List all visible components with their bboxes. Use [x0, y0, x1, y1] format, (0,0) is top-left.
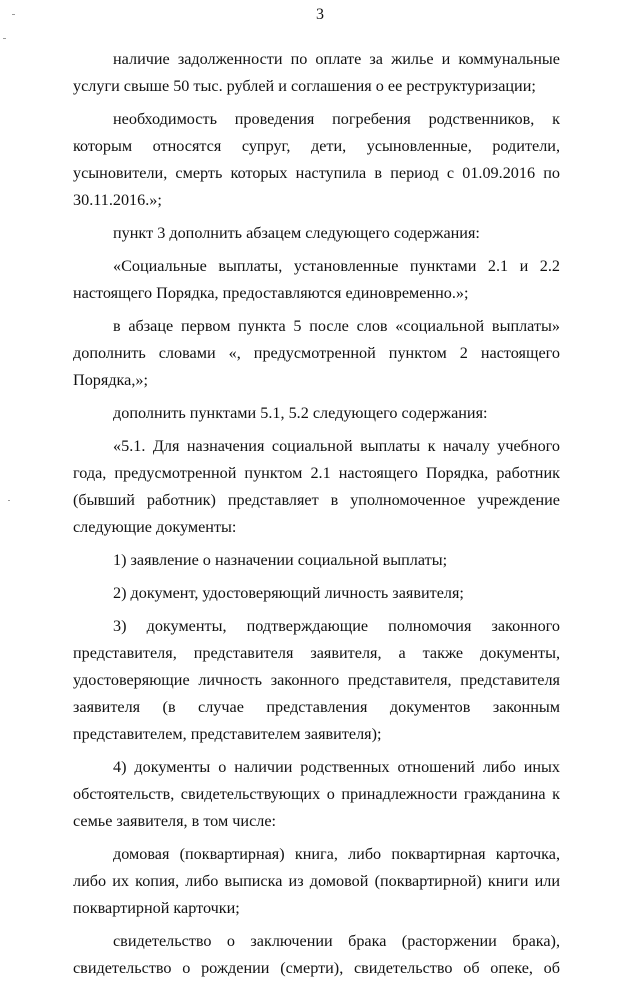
list-item: 3) документы, подтверждающие полномочия законного представителя, представителя заявителя, а также документы, удостоверяющие личность законного представителя, представителя заявителя (в случае представления документов законным представителем, представителем заявителя); — [73, 617, 560, 743]
paragraph: пункт 3 дополнить абзацем следующего содержания: — [113, 224, 480, 242]
list-item: 2) документ, удостоверяющий личность заявителя; — [113, 584, 464, 602]
list-item: 1) заявление о назначении социальной выплаты; — [113, 551, 448, 569]
paragraph: дополнить пунктами 5.1, 5.2 следующего содержания: — [113, 404, 488, 422]
paragraph: свидетельство о заключении брака (расторжении брака), свидетельство о рождении (смерти), свидетельство об опеке, об — [73, 932, 560, 977]
document-body — [73, 46, 560, 982]
paragraph: «Социальные выплаты, установленные пунктами 2.1 и 2.2 настоящего Порядка, предоставляются единовременно.»; — [73, 257, 560, 302]
paragraph: необходимость проведения погребения родственников, к которым относятся супруг, дети, усыновленные, родители, усыновители, смерть которых наступила в период с 01.09.2016 по 30.11.2016.»; — [73, 110, 560, 209]
paragraph: домовая (поквартирная) книга, либо поквартирная карточка, либо их копия, либо выписка из домовой (поквартирной) книги или поквартирной карточки; — [73, 845, 560, 917]
scan-speck — [8, 500, 10, 501]
paragraph: в абзаце первом пункта 5 после слов «социальной выплаты» дополнить словами «, предусмотренной пунктом 2 настоящего Порядка,»; — [73, 317, 560, 389]
paragraph: «5.1. Для назначения социальной выплаты к началу учебного года, предусмотренной пунктом 2.1 настоящего Порядка, работник (бывший работник) представляет в уполномоченное учреждение следующие документы: — [73, 437, 560, 536]
paragraph: наличие задолженности по оплате за жилье и коммунальные услуги свыше 50 тыс. рублей и соглашения о ее реструктуризации; — [73, 50, 560, 95]
page-number: 3 — [316, 6, 324, 23]
scan-speck — [3, 38, 6, 39]
list-item: 4) документы о наличии родственных отношений либо иных обстоятельств, свидетельствующих о принадлежности гражданина к семье заявителя, в том числе: — [73, 758, 560, 830]
